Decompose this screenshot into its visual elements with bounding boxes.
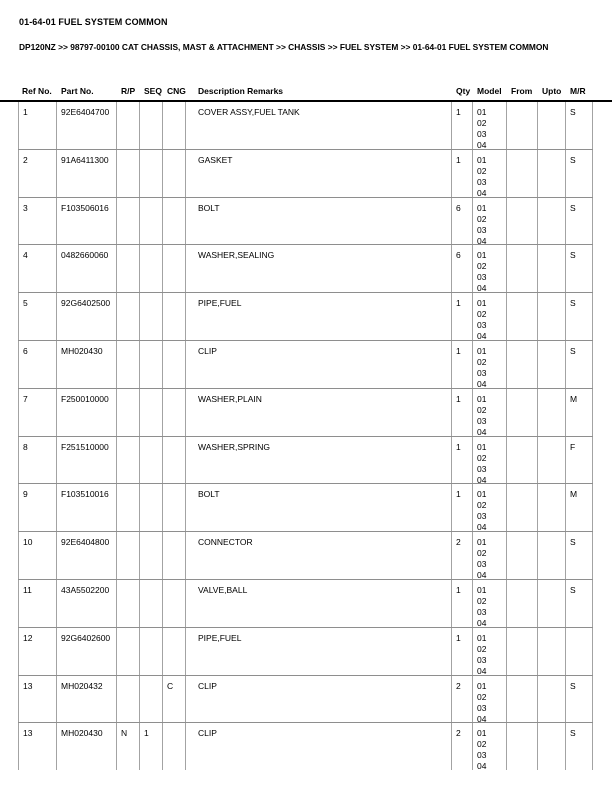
table-row <box>18 102 593 150</box>
cell-qty: 1 <box>452 437 473 484</box>
cell-part: F251510000 <box>57 437 117 484</box>
cell-seq <box>140 198 163 245</box>
model-code: 03 <box>477 606 487 617</box>
model-code: 04 <box>477 140 487 149</box>
cell-mr: S <box>566 102 593 149</box>
cell-seq <box>140 532 163 579</box>
cell-rp <box>117 484 140 531</box>
cell-from <box>507 484 538 531</box>
cell-part: MH020430 <box>57 341 117 388</box>
model-code: 03 <box>477 224 487 235</box>
cell-seq: 1 <box>140 723 163 770</box>
cell-ref: 7 <box>18 389 57 436</box>
model-code: 03 <box>477 702 487 713</box>
cell-mr <box>566 628 593 675</box>
cell-rp <box>117 532 140 579</box>
cell-seq <box>140 150 163 197</box>
cell-upto <box>538 437 566 484</box>
cell-qty: 1 <box>452 341 473 388</box>
col-header-from: From <box>511 86 533 96</box>
model-code: 04 <box>477 235 487 245</box>
cell-from <box>507 389 538 436</box>
table-row <box>18 341 593 389</box>
col-header-part: Part No. <box>61 86 94 96</box>
cell-rp <box>117 102 140 149</box>
cell-qty: 1 <box>452 102 473 149</box>
cell-model <box>473 437 507 484</box>
cell-ref: 5 <box>18 293 57 340</box>
cell-rp <box>117 628 140 675</box>
model-code: 01 <box>477 107 487 117</box>
cell-model <box>473 676 507 723</box>
model-code: 02 <box>477 595 487 606</box>
model-code: 01 <box>477 393 487 404</box>
cell-ref: 9 <box>18 484 57 531</box>
model-code: 04 <box>477 570 487 579</box>
cell-upto <box>538 198 566 245</box>
cell-part: F103510016 <box>57 484 117 531</box>
model-code: 04 <box>477 522 487 532</box>
table-row <box>18 198 593 246</box>
cell-cng <box>163 341 186 388</box>
cell-seq <box>140 484 163 531</box>
table-row <box>18 484 593 532</box>
cell-part: F250010000 <box>57 389 117 436</box>
cell-from <box>507 341 538 388</box>
cell-qty: 2 <box>452 723 473 770</box>
cell-cng <box>163 580 186 627</box>
cell-rp <box>117 676 140 723</box>
cell-cng <box>163 532 186 579</box>
model-code: 02 <box>477 118 487 128</box>
cell-seq <box>140 580 163 627</box>
col-header-upto: Upto <box>542 86 562 96</box>
cell-part: 92E6404800 <box>57 532 117 579</box>
cell-seq <box>140 389 163 436</box>
cell-mr: S <box>566 245 593 292</box>
col-header-qty: Qty <box>456 86 471 96</box>
cell-cng <box>163 293 186 340</box>
cell-model <box>473 532 507 579</box>
cell-desc: GASKET <box>186 150 452 197</box>
model-code: 03 <box>477 129 487 139</box>
cell-from <box>507 150 538 197</box>
table-row <box>18 532 593 580</box>
cell-desc: CLIP <box>186 341 452 388</box>
cell-mr: S <box>566 198 593 245</box>
model-code: 02 <box>477 261 487 272</box>
cell-desc: COVER ASSY,FUEL TANK <box>186 102 452 149</box>
col-header-model: Model <box>477 86 502 96</box>
model-code: 03 <box>477 511 487 522</box>
cell-seq <box>140 102 163 149</box>
cell-model <box>473 102 507 149</box>
cell-model <box>473 150 507 197</box>
cell-from <box>507 102 538 149</box>
cell-upto <box>538 532 566 579</box>
cell-seq <box>140 293 163 340</box>
col-header-desc: Description Remarks <box>198 86 284 96</box>
model-code: 01 <box>477 680 487 691</box>
cell-cng <box>163 245 186 292</box>
cell-upto <box>538 389 566 436</box>
model-code: 01 <box>477 728 487 739</box>
cell-upto <box>538 484 566 531</box>
cell-seq <box>140 245 163 292</box>
model-code: 03 <box>477 367 487 378</box>
cell-qty: 6 <box>452 198 473 245</box>
col-header-rp: R/P <box>121 86 136 96</box>
cell-cng <box>163 102 186 149</box>
model-code: 02 <box>477 165 487 176</box>
cell-rp <box>117 341 140 388</box>
cell-mr: M <box>566 389 593 436</box>
cell-upto <box>538 245 566 292</box>
cell-mr: S <box>566 150 593 197</box>
model-code: 03 <box>477 750 487 761</box>
cell-rp <box>117 150 140 197</box>
model-code: 01 <box>477 537 487 548</box>
cell-qty: 1 <box>452 484 473 531</box>
cell-upto <box>538 628 566 675</box>
model-code: 02 <box>477 691 487 702</box>
cell-part: 92E6404700 <box>57 102 117 149</box>
parts-table-body <box>18 102 593 770</box>
cell-part: 92G6402500 <box>57 293 117 340</box>
cell-cng <box>163 198 186 245</box>
cell-cng: C <box>163 676 186 723</box>
page-title: 01-64-01 FUEL SYSTEM COMMON <box>19 17 168 27</box>
model-code: 01 <box>477 584 487 595</box>
cell-cng <box>163 628 186 675</box>
cell-desc: CONNECTOR <box>186 532 452 579</box>
table-row <box>18 389 593 437</box>
col-header-seq: SEQ <box>144 86 162 96</box>
table-row <box>18 676 593 724</box>
col-header-ref: Ref No. <box>22 86 52 96</box>
cell-upto <box>538 580 566 627</box>
cell-desc: WASHER,SPRING <box>186 437 452 484</box>
cell-part: MH020430 <box>57 723 117 770</box>
cell-qty: 1 <box>452 150 473 197</box>
cell-part: MH020432 <box>57 676 117 723</box>
model-code: 02 <box>477 452 487 463</box>
model-code: 03 <box>477 272 487 283</box>
col-header-mr: M/R <box>570 86 586 96</box>
table-row <box>18 245 593 293</box>
cell-ref: 13 <box>18 723 57 770</box>
model-code: 01 <box>477 250 487 261</box>
cell-seq <box>140 676 163 723</box>
model-code: 03 <box>477 320 487 331</box>
model-code: 02 <box>477 213 487 224</box>
cell-from <box>507 437 538 484</box>
model-code: 02 <box>477 643 487 654</box>
cell-part: 0482660060 <box>57 245 117 292</box>
cell-cng <box>163 484 186 531</box>
model-code: 01 <box>477 202 487 213</box>
cell-qty: 1 <box>452 628 473 675</box>
model-code: 04 <box>477 713 487 723</box>
cell-cng <box>163 437 186 484</box>
cell-qty: 2 <box>452 532 473 579</box>
cell-ref: 6 <box>18 341 57 388</box>
model-code: 04 <box>477 331 487 340</box>
cell-ref: 13 <box>18 676 57 723</box>
cell-mr: M <box>566 484 593 531</box>
model-code: 04 <box>477 665 487 675</box>
cell-model <box>473 723 507 770</box>
model-code: 04 <box>477 187 487 197</box>
cell-desc: CLIP <box>186 723 452 770</box>
cell-ref: 11 <box>18 580 57 627</box>
cell-from <box>507 532 538 579</box>
model-code: 04 <box>477 378 487 388</box>
cell-from <box>507 245 538 292</box>
breadcrumb: DP120NZ >> 98797-00100 CAT CHASSIS, MAST & ATTACHMENT >> CHASSIS >> FUEL SYSTEM >> 01-64-01 FUEL SYSTEM COMMON <box>19 42 549 52</box>
cell-model <box>473 389 507 436</box>
cell-qty: 1 <box>452 293 473 340</box>
cell-model <box>473 484 507 531</box>
cell-model <box>473 580 507 627</box>
cell-rp: N <box>117 723 140 770</box>
cell-rp <box>117 293 140 340</box>
cell-desc: WASHER,PLAIN <box>186 389 452 436</box>
cell-ref: 4 <box>18 245 57 292</box>
cell-rp <box>117 198 140 245</box>
cell-mr: F <box>566 437 593 484</box>
model-code: 01 <box>477 345 487 356</box>
cell-ref: 2 <box>18 150 57 197</box>
cell-desc: VALVE,BALL <box>186 580 452 627</box>
cell-from <box>507 580 538 627</box>
cell-upto <box>538 102 566 149</box>
model-code: 01 <box>477 632 487 643</box>
cell-model <box>473 293 507 340</box>
model-code: 01 <box>477 441 487 452</box>
cell-rp <box>117 389 140 436</box>
model-code: 02 <box>477 739 487 750</box>
cell-from <box>507 628 538 675</box>
cell-seq <box>140 341 163 388</box>
cell-desc: BOLT <box>186 484 452 531</box>
model-code: 01 <box>477 298 487 309</box>
table-row <box>18 628 593 676</box>
model-code: 01 <box>477 489 487 500</box>
cell-cng <box>163 723 186 770</box>
cell-upto <box>538 150 566 197</box>
cell-part: F103506016 <box>57 198 117 245</box>
model-code: 03 <box>477 415 487 426</box>
cell-desc: WASHER,SEALING <box>186 245 452 292</box>
model-code: 04 <box>477 761 487 771</box>
cell-mr: S <box>566 580 593 627</box>
cell-qty: 2 <box>452 676 473 723</box>
cell-part: 43A5502200 <box>57 580 117 627</box>
cell-rp <box>117 580 140 627</box>
model-code: 04 <box>477 617 487 627</box>
model-code: 04 <box>477 474 487 484</box>
cell-mr: S <box>566 532 593 579</box>
cell-mr: S <box>566 676 593 723</box>
model-code: 04 <box>477 426 487 436</box>
table-row <box>18 437 593 485</box>
cell-model <box>473 628 507 675</box>
model-code: 02 <box>477 548 487 559</box>
cell-model <box>473 245 507 292</box>
model-code: 02 <box>477 309 487 320</box>
table-row <box>18 723 593 770</box>
model-code: 01 <box>477 154 487 165</box>
cell-ref: 8 <box>18 437 57 484</box>
cell-from <box>507 293 538 340</box>
cell-model <box>473 341 507 388</box>
table-header-row <box>18 86 593 97</box>
cell-rp <box>117 437 140 484</box>
model-code: 03 <box>477 176 487 187</box>
cell-desc: PIPE,FUEL <box>186 293 452 340</box>
cell-part: 91A6411300 <box>57 150 117 197</box>
cell-rp <box>117 245 140 292</box>
cell-cng <box>163 150 186 197</box>
model-code: 02 <box>477 404 487 415</box>
cell-mr: S <box>566 341 593 388</box>
cell-upto <box>538 676 566 723</box>
model-code: 03 <box>477 463 487 474</box>
cell-ref: 10 <box>18 532 57 579</box>
cell-from <box>507 676 538 723</box>
cell-ref: 12 <box>18 628 57 675</box>
model-code: 03 <box>477 559 487 570</box>
cell-seq <box>140 437 163 484</box>
model-code: 04 <box>477 283 487 293</box>
cell-upto <box>538 293 566 340</box>
cell-seq <box>140 628 163 675</box>
cell-from <box>507 723 538 770</box>
cell-upto <box>538 723 566 770</box>
cell-from <box>507 198 538 245</box>
model-code: 02 <box>477 500 487 511</box>
table-row <box>18 150 593 198</box>
cell-mr: S <box>566 723 593 770</box>
cell-qty: 1 <box>452 580 473 627</box>
cell-cng <box>163 389 186 436</box>
cell-mr: S <box>566 293 593 340</box>
cell-desc: BOLT <box>186 198 452 245</box>
table-row <box>18 293 593 341</box>
cell-part: 92G6402600 <box>57 628 117 675</box>
cell-model <box>473 198 507 245</box>
model-code: 03 <box>477 654 487 665</box>
cell-qty: 6 <box>452 245 473 292</box>
cell-qty: 1 <box>452 389 473 436</box>
cell-upto <box>538 341 566 388</box>
cell-desc: CLIP <box>186 676 452 723</box>
cell-ref: 3 <box>18 198 57 245</box>
table-row <box>18 580 593 628</box>
cell-desc: PIPE,FUEL <box>186 628 452 675</box>
col-header-cng: CNG <box>167 86 186 96</box>
cell-ref: 1 <box>18 102 57 149</box>
model-code: 02 <box>477 356 487 367</box>
